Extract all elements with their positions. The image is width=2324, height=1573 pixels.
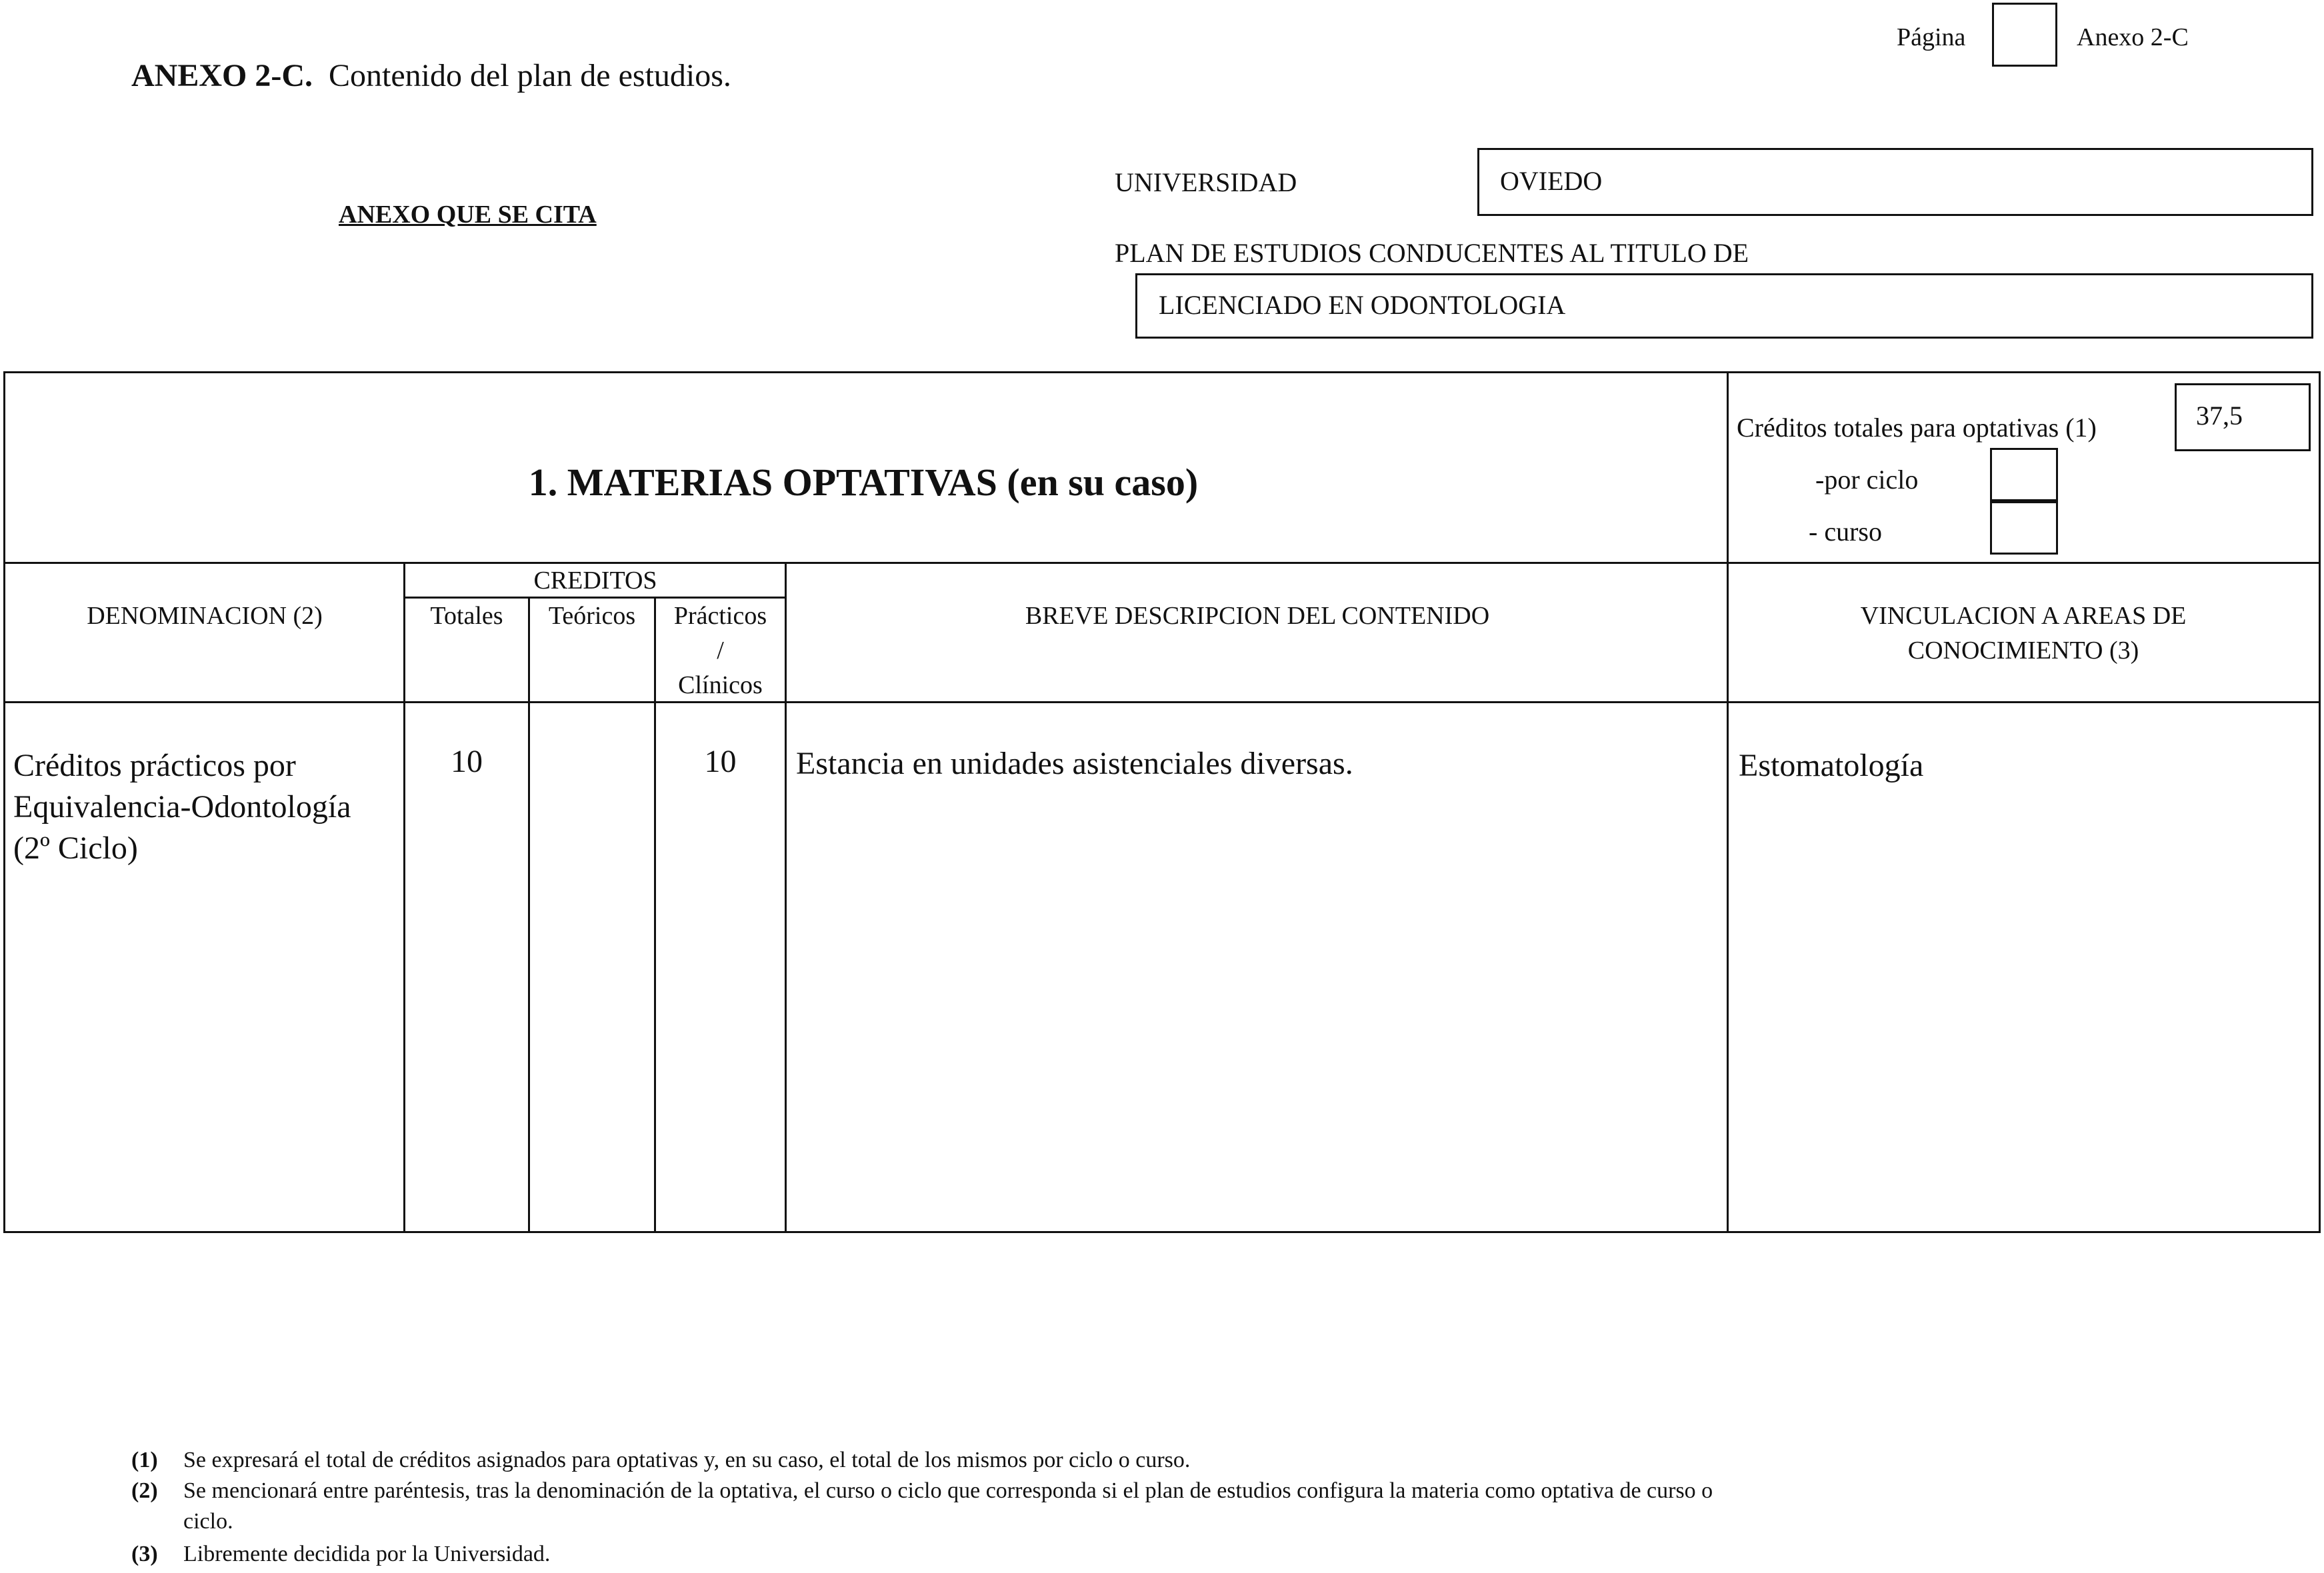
curso-field [1990,501,2058,555]
column-header-practicos-line: Clínicos [678,671,763,699]
column-header-totales: Totales [430,602,503,630]
titulo-value: LICENCIADO EN ODONTOLOGIA [1159,290,1566,320]
page-label: Página [1897,23,1966,51]
table-divider [3,562,2321,564]
universidad-label: UNIVERSIDAD [1115,167,1297,197]
plan-label: PLAN DE ESTUDIOS CONDUCENTES AL TITULO DE [1115,238,1749,268]
footnote-text: Se mencionará entre paréntesis, tras la denominación de la optativa, el curso o ciclo que corresponda si el plan de estudios configura la materia como optativa de curso o [183,1478,1713,1503]
anexo-description: Contenido del plan de estudios. [329,58,731,93]
table-cell-denominacion [13,745,400,869]
denominacion-line: (2º Ciclo) [13,830,138,866]
page-number-box [1992,3,2057,67]
universidad-field [1477,148,2313,216]
footnote-text: Libremente decidida por la Universidad. [183,1542,551,1566]
page-title [131,57,731,94]
table-cell-vinculacion: Estomatología [1739,748,1924,783]
column-header-vinculacion-line: CONOCIMIENTO (3) [1907,637,2139,665]
table-cell-descripcion: Estancia en unidades asistenciales diversas. [796,746,1353,781]
column-header-practicos-line: Prácticos [673,602,767,630]
footnote-number: (2) [131,1478,158,1503]
curso-label: - curso [1809,517,1882,547]
denominacion-line: Créditos prácticos por [13,748,296,783]
table-divider [403,562,405,1233]
column-header-teoricos: Teóricos [548,602,636,630]
por-ciclo-field [1990,448,2058,501]
column-header-vinculacion [1730,599,2317,668]
anexo-cita-heading: ANEXO QUE SE CITA [339,201,597,229]
table-divider [1727,371,1729,1233]
por-ciclo-label: -por ciclo [1815,465,1919,495]
column-header-denominacion: DENOMINACION (2) [87,602,323,630]
anexo-code: ANEXO 2-C. [131,58,313,93]
table-cell-totales: 10 [451,744,483,779]
column-header-creditos: CREDITOS [533,567,657,595]
table-divider [785,562,787,1233]
section-title: 1. MATERIAS OPTATIVAS (en su caso) [528,461,1199,504]
universidad-value: OVIEDO [1500,166,1603,196]
column-header-practicos [656,599,785,703]
anexo-reference: Anexo 2-C [2077,23,2189,51]
column-header-descripcion: BREVE DESCRIPCION DEL CONTENIDO [1025,602,1490,630]
creditos-totales-label: Créditos totales para optativas (1) [1737,413,2097,443]
denominacion-line: Equivalencia-Odontología [13,789,351,824]
footnote-number: (3) [131,1542,158,1566]
table-divider [528,597,530,1233]
table-cell-practicos: 10 [704,744,737,779]
table-divider [3,701,2321,703]
creditos-totales-field [2175,383,2311,451]
creditos-totales-value: 37,5 [2196,401,2243,431]
footnote-number: (1) [131,1448,158,1472]
column-header-practicos-line: / [717,637,724,665]
footnote-text: Se expresará el total de créditos asignados para optativas y, en su caso, el total de los mismos por ciclo o curso. [183,1448,1191,1472]
column-header-vinculacion-line: VINCULACION A AREAS DE [1860,602,2187,630]
footnote-text: ciclo. [183,1509,233,1534]
